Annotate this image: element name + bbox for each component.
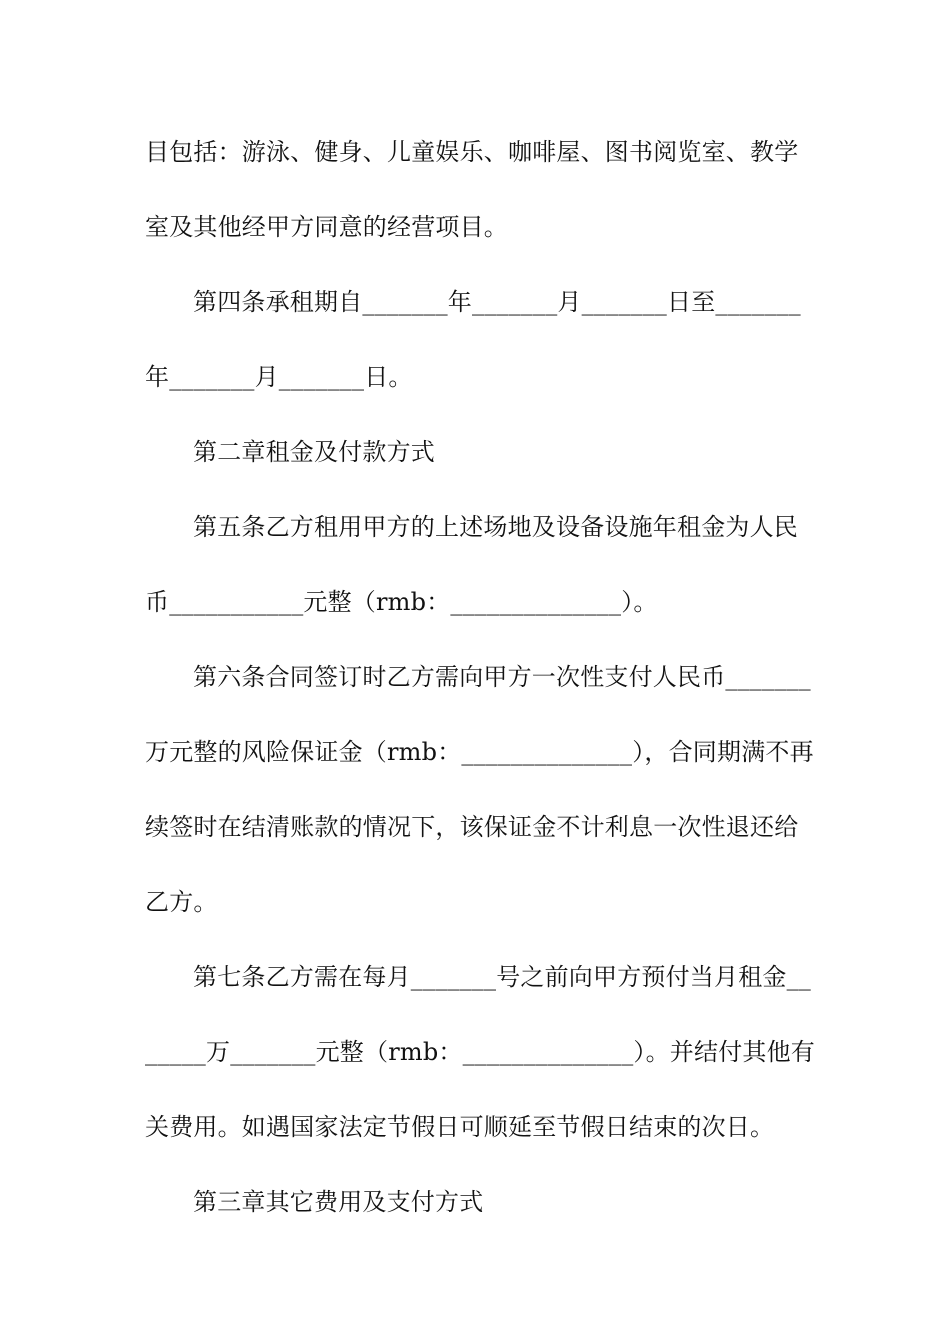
paragraph-line: 室及其他经甲方同意的经营项目。 [145, 213, 508, 241]
paragraph-line: 目包括：游泳、健身、儿童娱乐、咖啡屋、图书阅览室、教学 [145, 138, 799, 166]
article-6-line: 第六条合同签订时乙方需向甲方一次性支付人民币_______ [193, 663, 811, 691]
paragraph-line: 乙方。 [145, 888, 218, 916]
article-5-line: 第五条乙方租用甲方的上述场地及设备设施年租金为人民 [193, 513, 798, 541]
paragraph-line: 续签时在结清账款的情况下，该保证金不计利息一次性退还给 [145, 813, 799, 841]
chapter-3-heading: 第三章其它费用及支付方式 [193, 1188, 484, 1216]
paragraph-line: 关费用。如遇国家法定节假日可顺延至节假日结束的次日。 [145, 1113, 775, 1141]
article-7-line: 第七条乙方需在每月_______号之前向甲方预付当月租金__ [193, 963, 811, 991]
paragraph-line: 年_______月_______日。 [145, 363, 413, 391]
article-4-line: 第四条承租期自_______年_______月_______日至_______ [193, 288, 801, 316]
paragraph-line: 万元整的风险保证金（rmb：______________），合同期满不再 [145, 738, 814, 766]
paragraph-line: _____万_______元整（rmb：______________）。并结付其他有 [145, 1038, 815, 1066]
paragraph-line: 币___________元整（rmb：______________）。 [145, 588, 658, 616]
chapter-2-heading: 第二章租金及付款方式 [193, 438, 435, 466]
